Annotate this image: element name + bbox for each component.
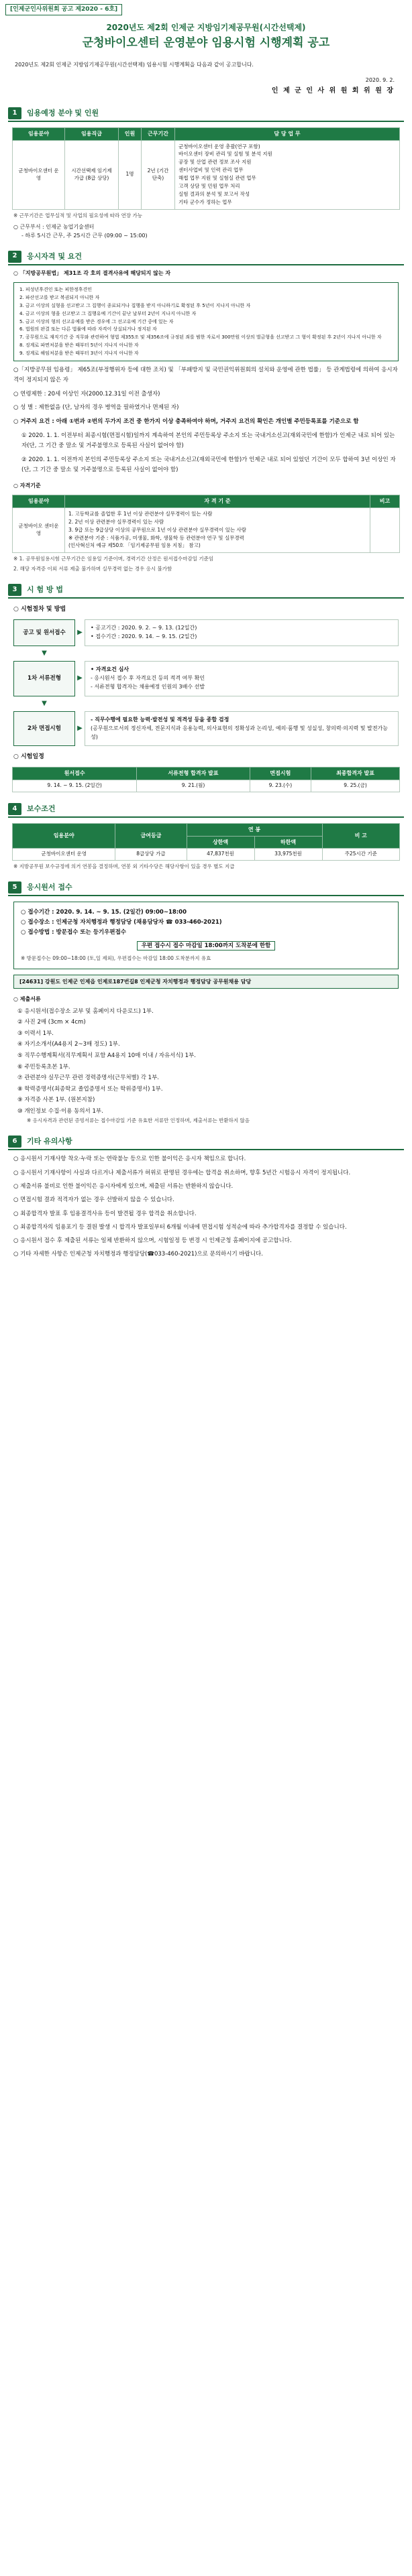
residence-condition-1: ① 2020. 1. 1. 이전부터 최종시험(면접시험)일까지 계속하여 본인의 주민등록상 주소지 또는 국내거소신고(재외국민에 한함)가 인제군 내로 되어 있는 자(단, 그 기간 중 말소 및 거주불명으로 등록된 사실이 없어야 함) [21, 432, 395, 450]
salary-note: ※ 지방공무원 보수규정에 의거 연봉을 결정하며, 연봉 외 기타수당은 해당사항이 있을 경우 별도 지급 [13, 863, 235, 869]
application-period: ○ 접수기간 : 2020. 9. 14. ~ 9. 15. (2일간) 09:00~18:00 [21, 908, 187, 916]
table-header: 상한액 [187, 836, 254, 849]
process-step [13, 661, 399, 696]
arrow-down-icon: ▼ [42, 699, 47, 707]
list-item: 기타 군수가 정하는 업무 [178, 198, 232, 205]
table-cell: 군청바이오 센터운영 [13, 507, 65, 552]
section-title: 시 험 방 법 [27, 585, 63, 595]
list-item: 4. 금고 이상의 형을 선고받고 그 집행유예 기간이 끝난 날부터 2년이 지나지 아니한 자 [19, 310, 197, 316]
section-number: 5 [8, 881, 21, 894]
application-place: ○ 접수장소 : 인제군청 자치행정과 행정담당 (채용담당자 ☎ 033-460-2021) [21, 919, 222, 926]
list-item: ○ 기타 자세한 사항은 인제군청 자치행정과 행정담당(☎033-460-2021)으로 문의하시기 바랍니다. [13, 1251, 263, 1258]
schedule-table [12, 767, 400, 792]
section-4-header [8, 803, 404, 818]
step-line: • 자격요건 심사 [91, 666, 130, 673]
section-title: 기타 유의사항 [27, 1137, 72, 1146]
section-number: 2 [8, 251, 21, 263]
table-header: 서류전형 합격자 발표 [137, 768, 250, 780]
section-number: 4 [8, 803, 21, 815]
step-line: - 응시원서 접수 후 자격요건 등의 적격 여부 확인 [91, 674, 205, 681]
list-item: 실험 결과의 분석 및 보고서 작성 [178, 190, 250, 197]
age-requirement: ○ 연령제한 : 20세 이상인 자(2000.12.31일 이전 출생자) [13, 390, 160, 397]
section-title: 응시원서 접수 [27, 882, 72, 892]
section-2-header [8, 251, 404, 265]
table-cell: 9. 25.(금) [311, 780, 400, 792]
issuer: 인 제 군 인 사 위 원 회 위 원 장 [271, 87, 395, 95]
period-note: ※ 근무기간은 업무실적 및 사업의 필요성에 따라 연장 가능 [13, 212, 142, 219]
list-item: 1. 피성년후견인 또는 피한정후견인 [19, 287, 93, 293]
intro-text: 2020년도 제2회 인제군 지방임기제공무원(시간선택제) 임용시험 시행계획을 다음과 같이 공고합니다. [15, 62, 254, 68]
section-number: 1 [8, 107, 21, 119]
documents-list [17, 1006, 399, 1125]
work-hours: - 하루 5시간 근무, 주 25시간 근무 (09:00 ~ 15:00) [21, 233, 148, 239]
arrow-right-icon: ▶ [77, 724, 83, 732]
step-label: 공고 및 원서접수 [13, 619, 75, 646]
table-header: 최종합격자 발표 [311, 768, 400, 780]
list-item: ④ 자기소개서(A4용지 2~3매 정도) 1부. [17, 1041, 120, 1048]
application-box [13, 902, 399, 969]
residence-condition-2: ② 2020. 1. 1. 이전까지 본인의 주민등록상 주소지 또는 국내거소신고(재외국민에 한함)가 인제군 내로 되어 있었던 기간이 모두 합하여 3년 이상인 자(단, 그 기간 중 말소 및 거주불명으로 등록된 사실이 없어야 함) [21, 456, 396, 473]
notes-list [13, 1154, 399, 1260]
section-6-header [8, 1136, 404, 1150]
application-method: ○ 접수방법 : 방문접수 또는 등기우편접수 [21, 929, 126, 936]
notice-subtitle: 2020년도 제2회 인제군 지방임기제공무원(시간선택제) [106, 23, 306, 33]
step-body [85, 619, 399, 646]
procedure-heading: ○ 시험절차 및 방법 [13, 606, 66, 613]
process-step [13, 619, 399, 646]
list-item: 5. 금고 이상의 형의 선고유예를 받은 경우에 그 선고유예 기간 중에 있는 자 [19, 318, 174, 324]
schedule-heading: ○ 시험일정 [13, 753, 44, 761]
table-header: 임용분야 [13, 495, 65, 508]
list-item: 2. 파산선고를 받고 복권되지 아니한 자 [19, 295, 100, 301]
table-header: 임용분야 [13, 127, 65, 140]
list-item: 해썹 업무 지원 및 실험실 관련 업무 [178, 175, 256, 182]
table-header: 비고 [370, 495, 400, 508]
arrow-right-icon: ▶ [77, 674, 83, 682]
table-cell: 9. 14. ~ 9. 15. (2일간) [13, 780, 137, 792]
list-item: ○ 제출서류 불비로 인한 불이익은 응시자에게 있으며, 제출된 서류는 반환하지 않습니다. [13, 1182, 234, 1190]
step-label: 1차 서류전형 [13, 661, 75, 696]
position-table [12, 127, 400, 210]
disqualification-list [14, 283, 398, 361]
step-line: • 공고기간 : 2020. 9. 2. ~ 9. 13. (12일간) [91, 625, 197, 631]
list-item: ① 응시원서(접수장소 교부 및 홈페이지 다운로드) 1부. [17, 1007, 154, 1015]
list-item: ③ 이력서 1부. [17, 1030, 54, 1037]
list-item: ○ 최종합격자 발표 후 임용결격사유 등이 발견될 경우 합격을 취소합니다. [13, 1210, 197, 1217]
list-item: 바이오센터 장비 관리 및 실험 및 분석 지원 [178, 151, 272, 158]
step-label: 2차 면접시험 [13, 711, 75, 746]
section-title: 응시자격 및 요건 [27, 251, 83, 261]
section-number: 3 [8, 584, 21, 596]
table-cell: 2년 (기간단축) [142, 140, 175, 209]
table-cell: 33,975천원 [254, 849, 322, 861]
title-block [0, 22, 412, 52]
table-header: 자 격 기 준 [65, 495, 370, 508]
step-line: • 접수기간 : 2020. 9. 14. ~ 9. 15. (2일간) [91, 633, 197, 639]
section-title: 임용예정 분야 및 인원 [27, 109, 99, 117]
process-flow [13, 619, 399, 746]
table-cell: 주25시간 기준 [322, 849, 400, 861]
list-item: 7. 공무원으로 재직기간 중 직무와 관련하여 형법 제355조 및 제356조에 규정된 죄를 범한 자로서 300만원 이상의 벌금형을 선고받고 그 형이 확정된 후 2년이 지나지 아니한 자 [19, 334, 382, 341]
table-cell: 9. 23.(수) [250, 780, 311, 792]
qualification-note: ※ 1. 공무원임용시험 근무기간은 임용일 기준이며, 경력기간 산정은 원서접수마감일 기준임 [13, 556, 214, 562]
list-item: 3. 금고 이상의 실형을 선고받고 그 집행이 종료되거나 집행을 받지 아니하기로 확정된 후 5년이 지나지 아니한 자 [19, 302, 251, 308]
process-step [13, 711, 399, 746]
table-header: 급여등급 [115, 823, 187, 848]
list-item: ⑤ 직무수행계획서(직무계획서 포함 A4용지 10매 이내 / 자유서식) 1부. [17, 1052, 196, 1059]
step-line: (공무원으로서의 정신자세, 전문지식과 응용능력, 의사표현의 정확성과 논리성, 예의·품행 및 성실성, 창의력·의지력 및 발전가능성) [91, 725, 389, 740]
step-body [85, 661, 399, 696]
table-header: 비 고 [322, 823, 400, 848]
list-item: 공장 및 산업 관련 정보 조사 지원 [178, 159, 252, 166]
section-5-header [8, 881, 404, 896]
table-cell: 9. 21.(월) [137, 780, 250, 792]
qualification-heading: ○ 자격기준 [13, 482, 41, 489]
list-item: ○ 응시원서 접수 후 제출된 서류는 일체 반환하지 않으며, 시험일정 등 변경 시 인제군청 홈페이지에 공고합니다. [13, 1237, 292, 1245]
notice-date: 2020. 9. 2. [365, 76, 395, 83]
mailing-address: [24631] 강원도 인제군 인제읍 인제로187번길8 인제군청 자치행정과 행정담당 공무원채용 담당 [13, 975, 399, 989]
disqualification-heading: ○ 「지방공무원법」 제31조 각 호의 결격사유에 해당되지 않는 자 [13, 269, 171, 276]
table-cell: 군청바이오센터 운영 [13, 849, 115, 861]
arrow-right-icon: ▶ [77, 628, 83, 636]
method-box [21, 941, 391, 951]
list-item: 9. 징계로 해임처분을 받은 때부터 3년이 지나지 아니한 자 [19, 350, 139, 356]
list-item: 6. 법원의 판결 또는 다른 법률에 따라 자격이 상실되거나 정지된 자 [19, 326, 157, 332]
step-body [85, 711, 399, 746]
table-header: 면접시험 [250, 768, 311, 780]
method-text: 우편 접수시 접수 마감일 18:00까지 도착분에 한함 [137, 941, 276, 950]
list-item: 군청바이오센터 운영 총괄(연구 포함) [178, 143, 260, 149]
qualification-cell [65, 507, 370, 552]
table-header: 근무기간 [142, 127, 175, 140]
section-number: 6 [8, 1136, 21, 1148]
table-header: 임용직급 [65, 127, 119, 140]
residence-requirement: ○ 거주지 요건 : 아래 ①번과 ②번의 두가지 조건 중 한가지 이상 충족하여야 하며, 거주지 요건의 확인은 개인별 주민등록표를 기준으로 함 [13, 418, 359, 426]
documents-heading: ○ 제출서류 [13, 996, 41, 1003]
list-item: ⑨ 자격증 사본 1부. (원본지참) [17, 1097, 95, 1104]
qualification-note: 2. 해당 자격증 이외 서류 제출 불가하며 실무경력 없는 경우 응시 불가함 [13, 566, 172, 572]
table-cell: 1명 [119, 140, 142, 209]
duties-cell [175, 140, 400, 209]
list-item: ⑩ 개인정보 수집·이용 동의서 1부. [17, 1107, 103, 1115]
list-item: ※ 관련분야 기준 : 식품가공, 미생물, 화학, 생물학 등 관련분야 연구 및 실무경력 [68, 534, 244, 541]
table-header: 임용분야 [13, 823, 115, 848]
table-cell [370, 507, 400, 552]
step-line: - 서류전형 합격자는 채용예정 인원의 3배수 선발 [91, 683, 205, 690]
list-item: ○ 최종합격자의 임용포기 등 결원 발생 시 합격자 발표일부터 6개월 이내에 면접시험 성적순에 따라 추가합격자를 결정할 수 있습니다. [13, 1223, 347, 1231]
notice-title: 군청바이오센터 운영분야 임용시험 시행계획 공고 [82, 36, 330, 50]
list-item: ② 사진 2매 (3cm × 4cm) [17, 1019, 86, 1026]
table-cell: 군청바이오센터 운영 [13, 140, 65, 209]
table-header: 담 당 업 무 [175, 127, 400, 140]
table-header: 원서접수 [13, 768, 137, 780]
list-item: 2. 2년 이상 관련분야 실무경력이 있는 사람 [68, 518, 164, 525]
table-cell: 47,837천원 [187, 849, 254, 861]
table-header: 인원 [119, 127, 142, 140]
arrow-down-icon: ▼ [42, 649, 47, 657]
section-1-header [8, 107, 404, 122]
section-3-header [8, 584, 404, 599]
work-place: ○ 근무부서 : 인제군 농업기술센터 [13, 224, 95, 231]
eligibility-paragraph: ○「지방공무원 임용령」 제65조(부정행위자 등에 대한 조치) 및 「부패방지 및 국민권익위원회의 설치와 운영에 관한 법률」 등 관계법령에 의하여 응시자격이 정지되지 않은 자 [13, 366, 398, 383]
list-item: ⑥ 주민등록초본 1부. [17, 1063, 70, 1070]
table-header: 연 봉 [187, 823, 322, 836]
table-header: 하한액 [254, 836, 322, 849]
list-item: (인사혁신처 예규 제50호 「임기제공무원 임용 지침」 참고) [68, 542, 201, 549]
list-item: ○ 면접시험 결과 적격자가 없는 경우 선발하지 않을 수 있습니다. [13, 1197, 174, 1204]
table-cell: 8급상당 가급 [115, 849, 187, 861]
documents-note: ※ 응시자격과 관련된 증빙서류는 접수마감일 기준 유효한 서류만 인정하며, 제출서류는 반환하지 않음 [27, 1117, 250, 1124]
section-title: 보수조건 [27, 804, 56, 813]
qualification-table [12, 495, 400, 553]
list-item: 3. 9급 또는 9급상당 이상의 공무원으로 1년 이상 관련분야 실무경력이 있는 사람 [68, 526, 247, 533]
list-item: 8. 징계로 파면처분을 받은 때부터 5년이 지나지 아니한 자 [19, 343, 139, 349]
disqualification-box [13, 282, 399, 361]
step-line: - 직무수행에 필요한 능력·발전성 및 적격성 등을 종합 검정 [91, 717, 229, 723]
list-item: ○ 응시원서 기재사항 착오·누락 또는 연락불능 등으로 인한 불이익은 응시자 책임으로 합니다. [13, 1156, 246, 1163]
list-item: 고객 상담 및 민원 업무 처리 [178, 182, 240, 189]
list-item: 1. 고등학교를 졸업한 후 1년 이상 관련분야 실무경력이 있는 사람 [68, 510, 213, 517]
salary-table [12, 823, 400, 861]
method-note: ※ 방문접수는 09:00~18:00 (토,일 제외), 우편접수는 마감일 18:00 도착분까지 유효 [21, 955, 211, 962]
list-item: ⑦ 관련분야 실무근무 관련 경력증명서(근무처별) 각 1부. [17, 1075, 160, 1082]
table-cell: 시간선택제 임기제 가급 (8급 상당) [65, 140, 119, 209]
notice-tag: [인제군인사위원회 공고 제2020 - 6호] [5, 4, 122, 15]
gender-requirement: ○ 성 별 : 제한없음 (단, 남자의 경우 병역을 필하였거나 면제된 자) [13, 404, 179, 412]
list-item: ⑧ 학력증명서(최종학교 졸업증명서 또는 학위증명서) 1부. [17, 1085, 163, 1093]
list-item: ○ 응시원서 기재사항이 사실과 다르거나 제출서류가 허위로 판명된 경우에는 합격을 취소하며, 향후 5년간 시험응시 자격이 정지됩니다. [13, 1169, 351, 1176]
list-item: 센터사업비 및 인력 관리 업무 [178, 167, 244, 174]
